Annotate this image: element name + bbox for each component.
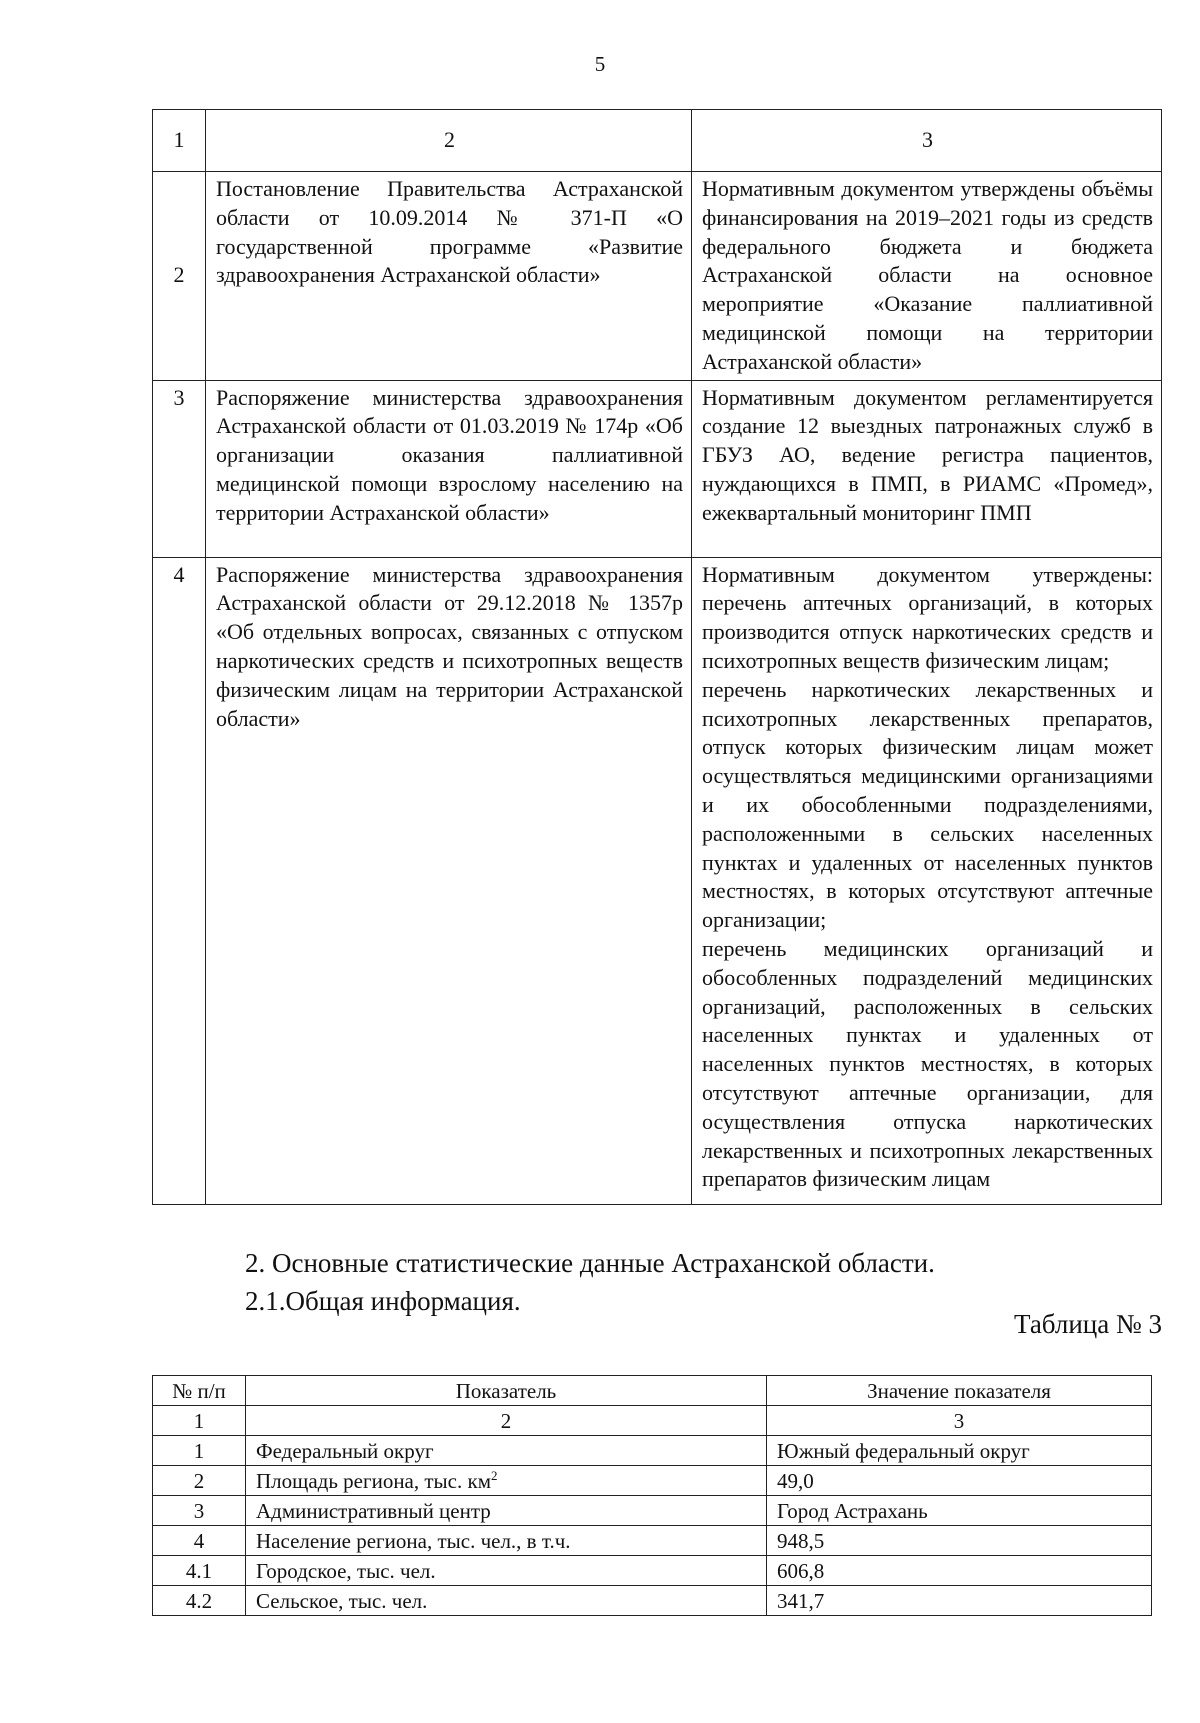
document-title: Распоряжение министерства здравоохранения Астраханской области от 01.03.2019 № 174р «Об организации оказания паллиативной медицинской помощи взрослому населению на территории Астраханской области» [206, 380, 692, 557]
indicator-value: 49,0 [767, 1466, 1152, 1496]
row-number: 4.1 [153, 1556, 246, 1586]
row-number: 1 [153, 1436, 246, 1466]
table-row [153, 172, 1162, 381]
table-row [153, 380, 1162, 557]
table-header-row [153, 110, 1162, 172]
regulations-table [152, 109, 1162, 1205]
header-cell: 3 [692, 110, 1162, 172]
page-number: 5 [594, 52, 606, 76]
description-paragraph: Нормативным документом утверждены объёмы финансирования на 2019–2021 годы из средств федерального бюджета и бюджета Астраханской области на основное мероприятие «Оказание паллиативной медицинской помощи на территории Астраханской области» [702, 176, 1153, 374]
indicator-name [246, 1466, 767, 1496]
indicator-name: Сельское, тыс. чел. [246, 1586, 767, 1616]
section-heading: 2. Основные статистические данные Астраханской области. [245, 1248, 935, 1278]
document-description [692, 380, 1162, 557]
indicator-name: Население региона, тыс. чел., в т.ч. [246, 1526, 767, 1556]
indicator-value: 341,7 [767, 1586, 1152, 1616]
indicator-name: Административный центр [246, 1496, 767, 1526]
row-number: 4 [153, 557, 206, 1204]
document-description [692, 557, 1162, 1204]
row-number: 3 [153, 1496, 246, 1526]
row-number: 2 [153, 1466, 246, 1496]
header-cell: № п/п [153, 1376, 246, 1406]
description-paragraph: перечень медицинских организаций и обособленных подразделений медицинских организаций, расположенных в сельских населенных пунктах и удаленных от населенных пунктов местностях, в которых отсутствуют аптечные организации, для осуществления отпуска наркотических лекарственных и психотропных лекарственных препаратов физическим лицам [702, 935, 1153, 1192]
description-paragraph: перечень наркотических лекарственных и психотропных лекарственных препаратов, отпуск которых физическим лицам может осуществляться медицинскими организациями и их обособленными подразделениями, расположенными в сельских населенных пунктах и удаленных от населенных пунктов местностях, в которых отсутствуют аптечные организации; [702, 676, 1153, 933]
indicator-value: 606,8 [767, 1556, 1152, 1586]
header-cell: Показатель [246, 1376, 767, 1406]
table-row [153, 557, 1162, 1204]
description-paragraph: Нормативным документом утверждены: перечень аптечных организаций, в которых производится отпуск наркотических средств и психотропных веществ физическим лицам; [702, 561, 1153, 673]
document-title: Распоряжение министерства здравоохранения Астраханской области от 29.12.2018 № 1357р «Об отдельных вопросах, связанных с отпуском наркотических средств и психотропных веществ физическим лицам на территории Астраханской области» [206, 557, 692, 1204]
table-row [153, 1526, 1152, 1556]
indicator-name: Городское, тыс. чел. [246, 1556, 767, 1586]
table-row [153, 1436, 1152, 1466]
table-row [153, 1586, 1152, 1616]
indicator-value: Город Астрахань [767, 1496, 1152, 1526]
subheader-cell: 3 [767, 1406, 1152, 1436]
table-header-row [153, 1376, 1152, 1406]
row-number: 3 [153, 380, 206, 557]
statistics-table [152, 1375, 1152, 1616]
header-cell: 1 [153, 110, 206, 172]
row-number: 2 [153, 172, 206, 381]
superscript: 2 [490, 1467, 498, 1483]
document-description [692, 172, 1162, 381]
header-cell: Значение показателя [767, 1376, 1152, 1406]
table-subheader-row [153, 1406, 1152, 1436]
indicator-value: 948,5 [767, 1526, 1152, 1556]
indicator-text: Площадь региона, тыс. км [256, 1468, 491, 1493]
subheader-cell: 2 [246, 1406, 767, 1436]
table-row [153, 1556, 1152, 1586]
section-subheading: 2.1.Общая информация. [245, 1286, 521, 1316]
header-cell: 2 [206, 110, 692, 172]
table-row [153, 1496, 1152, 1526]
table-caption: Таблица № 3 [1014, 1309, 1162, 1339]
document-title: Постановление Правительства Астраханской области от 10.09.2014 № 371-П «О государственной программе «Развитие здравоохранения Астраханской области» [206, 172, 692, 381]
description-paragraph: Нормативным документом регламентируется создание 12 выездных патронажных служб в ГБУЗ АО, ведение регистра пациентов, нуждающихся в ПМП, в РИАМС «Промед», ежеквартальный мониторинг ПМП [702, 384, 1153, 525]
row-number: 4.2 [153, 1586, 246, 1616]
subheader-cell: 1 [153, 1406, 246, 1436]
indicator-value: Южный федеральный округ [767, 1436, 1152, 1466]
indicator-name: Федеральный округ [246, 1436, 767, 1466]
row-number: 4 [153, 1526, 246, 1556]
table-row [153, 1466, 1152, 1496]
